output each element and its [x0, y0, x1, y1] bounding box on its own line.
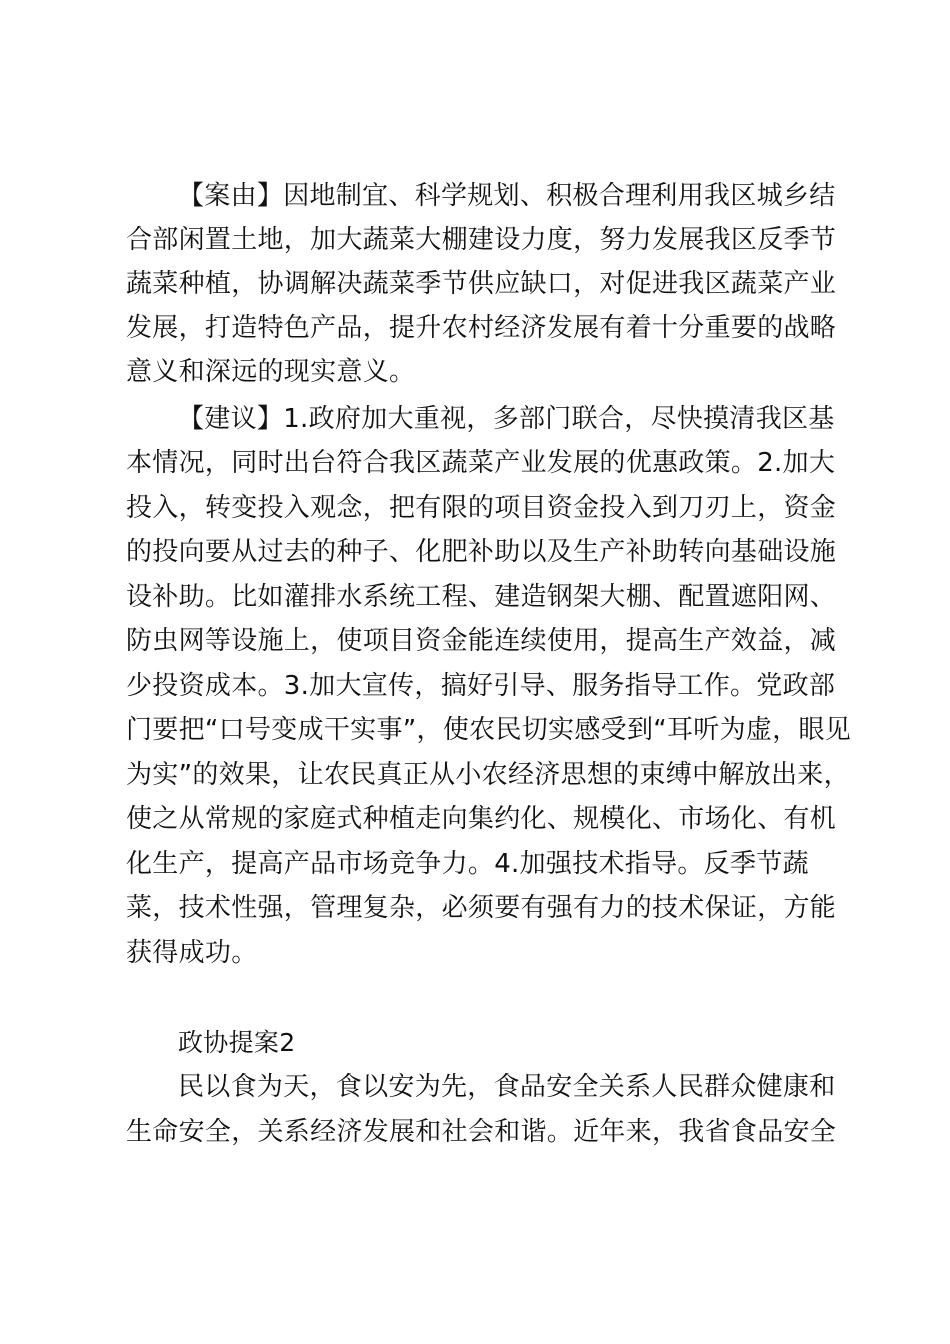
- suggestion-line-1: 【建议】1.政府加大重视，多部门联合，尽快摸清我区基: [178, 404, 835, 434]
- suggestion-line-7: 少投资成本。3.加大宣传，搞好引导、服务指导工作。党政部: [126, 671, 836, 701]
- proposal-2-line-1: 民以食为天，食以安为先，食品安全关系人民群众健康和: [178, 1072, 836, 1102]
- case-reason-line-2: 合部闲置土地，加大蔬菜大棚建设力度，努力发展我区反季节: [126, 225, 837, 255]
- proposal-2-line-2: 生命安全，关系经济发展和社会和谐。近年来，我省食品安全: [126, 1117, 837, 1147]
- case-reason-line-1: 【案由】因地制宜、科学规划、积极合理利用我区城乡结: [178, 181, 836, 211]
- case-reason-line-4: 发展，打造特色产品，提升农村经济发展有着十分重要的战略: [126, 313, 837, 343]
- suggestion-line-10: 使之从常规的家庭式种植走向集约化、规模化、市场化、有机: [126, 804, 837, 834]
- suggestion-line-12: 菜，技术性强，管理复杂，必须要有强有力的技术保证，方能: [126, 893, 837, 923]
- suggestion-line-5: 设补助。比如灌排水系统工程、建造钢架大棚、配置遮阳网、: [126, 582, 837, 612]
- suggestion-line-3: 投入，转变投入观念，把有限的项目资金投入到刀刃上，资金: [126, 493, 837, 523]
- suggestion-line-2: 本情况，同时出台符合我区蔬菜产业发展的优惠政策。2.加大: [126, 448, 836, 478]
- suggestion-line-8: 门要把“口号变成干实事”，使农民切实感受到“耳听为虚，眼见: [126, 715, 852, 745]
- case-reason-line-5: 意义和深远的现实意义。: [126, 357, 416, 387]
- suggestion-line-4: 的投向要从过去的种子、化肥补助以及生产补助转向基础设施: [126, 537, 837, 567]
- suggestion-line-11: 化生产，提高产品市场竞争力。4.加强技术指导。反季节蔬: [126, 849, 809, 879]
- proposal-2-heading: 政协提案2: [178, 1028, 296, 1057]
- suggestion-line-6: 防虫网等设施上，使项目资金能连续使用，提高生产效益，减: [126, 626, 837, 656]
- case-reason-line-3: 蔬菜种植，协调解决蔬菜季节供应缺口，对促进我区蔬菜产业: [126, 269, 837, 299]
- suggestion-line-13: 获得成功。: [126, 938, 258, 968]
- suggestion-line-9: 为实”的效果，让农民真正从小农经济思想的束缚中解放出来，: [126, 760, 850, 790]
